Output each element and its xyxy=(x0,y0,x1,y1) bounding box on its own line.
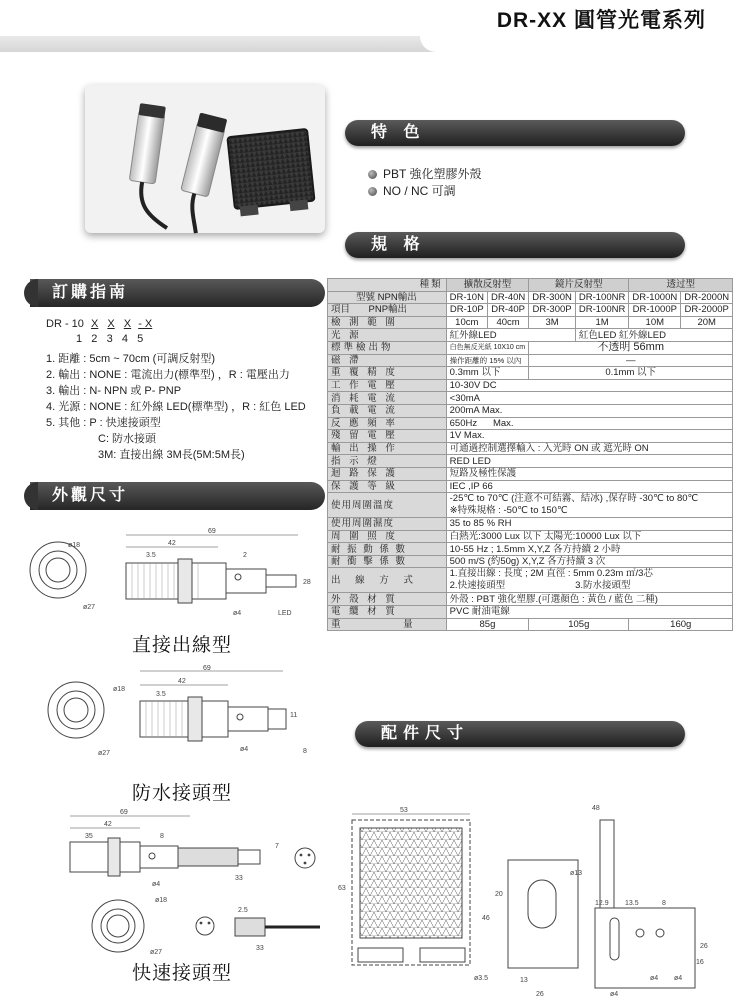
svg-text:46: 46 xyxy=(482,915,490,922)
table-row: 種類 擴散反射型 鏡片反射型 透过型 xyxy=(328,279,733,292)
bullet-icon xyxy=(368,170,377,179)
table-row: 電 纜 材 質 PVC 耐油電線 xyxy=(328,606,733,619)
svg-text:12.9: 12.9 xyxy=(595,900,609,907)
table-row: 消 耗 電 流 <30mA xyxy=(328,392,733,405)
svg-text:42: 42 xyxy=(104,821,112,828)
table-row: 保 護 等 級 IEC ,IP 66 xyxy=(328,480,733,493)
title-tab xyxy=(420,0,720,36)
order-slot-numbers: 1 2 3 4 5 xyxy=(76,333,144,345)
svg-text:ø18: ø18 xyxy=(68,542,81,549)
table-row: 磁 滯 操作距離的 15% 以內 — xyxy=(328,354,733,367)
svg-text:ø18: ø18 xyxy=(155,897,168,904)
table-row: 使用周圍濕度 35 to 85 % RH xyxy=(328,518,733,531)
features-header: 特 色 xyxy=(345,120,685,146)
svg-text:3.5: 3.5 xyxy=(146,552,156,559)
svg-text:28: 28 xyxy=(303,579,311,586)
table-row: 殘 留 電 壓 1V Max. xyxy=(328,430,733,443)
svg-text:ø27: ø27 xyxy=(83,604,96,611)
caption-waterproof: 防水接頭型 xyxy=(132,783,233,804)
svg-text:8: 8 xyxy=(662,900,666,907)
svg-text:26: 26 xyxy=(700,943,708,950)
order-sub-item: C: 防水接頭 xyxy=(98,433,157,445)
svg-text:63: 63 xyxy=(338,885,346,892)
order-code: DR - 10 X X X - X xyxy=(46,318,153,330)
dimensions-header: 外觀尺寸 xyxy=(30,482,325,510)
caption-quick: 快速接頭型 xyxy=(132,963,233,984)
table-row: 輸 出 操 作 可通過控制選擇輸入 : 入光時 ON 或 遮光時 ON xyxy=(328,442,733,455)
product-photo-illustration xyxy=(85,85,325,233)
svg-text:35: 35 xyxy=(85,833,93,840)
feature-item: NO / NC 可調 xyxy=(368,182,456,199)
order-item-5: 5. 其他 : P : 快速接頭型 xyxy=(46,417,161,429)
product-photo xyxy=(85,85,325,233)
svg-text:2: 2 xyxy=(243,552,247,559)
svg-text:20: 20 xyxy=(495,891,503,898)
table-row: 項目 PNP輸出 DR-10P DR-40P DR-300P DR-100NR DR-1000P DR-2000P xyxy=(328,304,733,317)
order-item-2: 2. 輸出 : NONE : 電流出力(標準型) ，R : 電壓出力 xyxy=(46,369,290,381)
svg-text:ø4: ø4 xyxy=(152,881,161,888)
table-row: 重 覆 精 度 0.3mm 以下 0.1mm 以下 xyxy=(328,367,733,380)
svg-text:ø4: ø4 xyxy=(674,975,683,982)
svg-text:LED: LED xyxy=(278,610,292,617)
feature-item: PBT 強化塑膠外殼 xyxy=(368,165,481,182)
svg-text:13: 13 xyxy=(520,977,528,984)
svg-text:69: 69 xyxy=(208,528,216,535)
svg-text:33: 33 xyxy=(235,875,243,882)
order-item-1: 1. 距離 : 5cm ~ 70cm (可調反射型) xyxy=(46,353,215,365)
svg-text:53: 53 xyxy=(400,807,408,814)
svg-text:ø27: ø27 xyxy=(150,949,163,956)
ordering-header: 訂購指南 xyxy=(30,279,325,307)
svg-text:ø4: ø4 xyxy=(650,975,659,982)
svg-text:8: 8 xyxy=(160,833,164,840)
svg-text:13.5: 13.5 xyxy=(625,900,639,907)
table-row: 標準檢出物 白色無反光紙 10X10 cm 不透明 56mm xyxy=(328,341,733,354)
table-row: 外 殼 材 質 外殼 : PBT 強化塑膠.(可選顏色 : 黃色 / 藍色 二種) xyxy=(328,593,733,606)
svg-text:26: 26 xyxy=(536,991,544,998)
table-row: 指 示 燈 RED LED xyxy=(328,455,733,468)
page-title: DR-XX 圓管光電系列 xyxy=(496,9,706,32)
svg-text:7: 7 xyxy=(275,843,279,850)
svg-text:48: 48 xyxy=(592,805,600,812)
table-row: 光 源 紅外線LED 紅色LED 紅外線LED xyxy=(328,329,733,342)
svg-text:8: 8 xyxy=(303,748,307,755)
order-sub-item: 3M: 直接出線 3M長(5M:5M長) xyxy=(98,449,245,461)
svg-text:69: 69 xyxy=(120,809,128,816)
table-row: 反 應 頻 率 650Hz Max. xyxy=(328,417,733,430)
table-row: 迴 路 保 護 短路及極性保護 xyxy=(328,467,733,480)
svg-text:ø3.5: ø3.5 xyxy=(474,975,489,982)
table-row: 負 載 電 流 200mA Max. xyxy=(328,404,733,417)
table-row: 工 作 電 壓 10-30V DC xyxy=(328,379,733,392)
svg-text:ø4: ø4 xyxy=(240,746,249,753)
svg-text:ø4: ø4 xyxy=(233,610,242,617)
svg-text:42: 42 xyxy=(178,678,186,685)
drawing-waterproof xyxy=(28,665,328,770)
svg-text:ø13: ø13 xyxy=(570,870,583,877)
table-row: 周 圍 照 度 白熱光:3000 Lux 以下 太陽光:10000 Lux 以下 xyxy=(328,530,733,543)
table-row: 型號 NPN輸出 DR-10N DR-40N DR-300N DR-100NR DR-1000N DR-2000N xyxy=(328,291,733,304)
svg-text:ø18: ø18 xyxy=(113,686,126,693)
table-row: 耐 振 動 係 數 10-55 Hz ; 1.5mm X,Y,Z 各方持續 2 小時 xyxy=(328,543,733,556)
svg-text:16: 16 xyxy=(696,959,704,966)
svg-text:3.5: 3.5 xyxy=(156,691,166,698)
svg-text:ø4: ø4 xyxy=(610,991,619,998)
order-item-3: 3. 輸出 : N- NPN 或 P- PNP xyxy=(46,385,182,397)
accessory-header: 配件尺寸 xyxy=(355,721,685,747)
drawing-quick-connector xyxy=(60,808,330,958)
caption-direct: 直接出線型 xyxy=(132,635,233,656)
svg-text:33: 33 xyxy=(256,945,264,952)
table-row: 檢 測 範 圍 10cm 40cm 3M 1M 10M 20M xyxy=(328,316,733,329)
table-row: 使用周圍溫度 -25℃ to 70℃ (注意不可結霧、結冰) ,保存時 -30℃ to 80℃ ※特殊規格 : -50℃ to 150℃ xyxy=(328,493,733,518)
svg-text:2.5: 2.5 xyxy=(238,907,248,914)
svg-text:ø27: ø27 xyxy=(98,750,111,757)
table-row: 耐 衝 擊 係 數 500 m/S (約50g) X,Y,Z 各方持續 3 次 xyxy=(328,555,733,568)
drawing-bracket xyxy=(590,888,715,1000)
drawing-direct-cable xyxy=(28,525,328,625)
spec-table xyxy=(327,278,733,631)
bullet-icon xyxy=(368,187,377,196)
table-row: 重 量 85g 105g 160g xyxy=(328,618,733,631)
svg-text:11: 11 xyxy=(290,712,298,719)
specs-header: 規 格 xyxy=(345,232,685,258)
svg-text:69: 69 xyxy=(203,665,211,672)
table-row: 出 線 方 式 1.直接出線 : 長度 ; 2M 直徑 : 5mm 0.23m ㎡/3芯 2.快速接頭型 3.防水接頭型 xyxy=(328,568,733,593)
order-item-4: 4. 光源 : NONE : 紅外線 LED(標準型) ，R : 紅色 LED xyxy=(46,401,306,413)
svg-text:42: 42 xyxy=(168,540,176,547)
